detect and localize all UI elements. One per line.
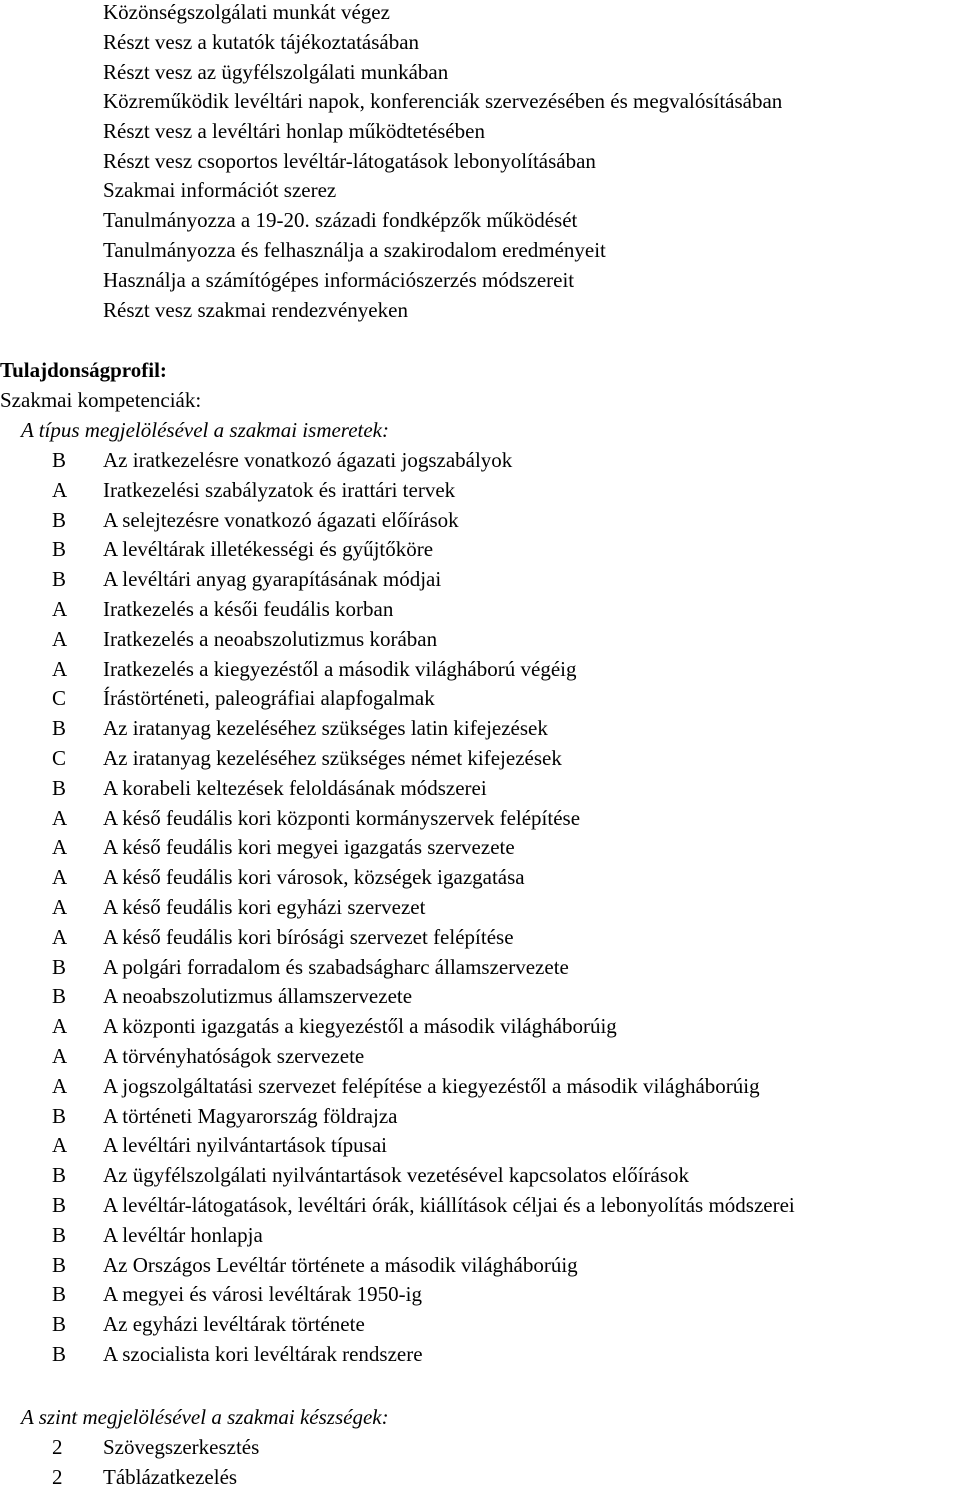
competencies-subheading: Szakmai kompetenciák: [0, 388, 202, 412]
task-line: Szakmai információt szerez [103, 178, 337, 202]
row-code: C [52, 746, 67, 770]
row-code: A [52, 1074, 68, 1098]
row-text: A levéltár-látogatások, levéltári órák, kiállítások céljai és a lebonyolítás módszerei [103, 1193, 795, 1217]
row-code: B [52, 567, 67, 591]
row-text: A korabeli keltezések feloldásának módszerei [103, 776, 487, 800]
row-text: Szövegszerkesztés [103, 1435, 260, 1459]
row-text: A polgári forradalom és szabadságharc államszervezete [103, 955, 569, 979]
row-text: Iratkezelés a késői feudális korban [103, 597, 394, 621]
task-line: Tanulmányozza a 19-20. századi fondképzők működését [103, 208, 578, 232]
row-text: A levéltári anyag gyarapításának módjai [103, 567, 442, 591]
row-text: Táblázatkezelés [103, 1465, 238, 1489]
row-text: A késő feudális kori városok, községek igazgatása [103, 865, 525, 889]
task-line: Használja a számítógépes információszerzés módszereit [103, 268, 575, 292]
task-line: Részt vesz a levéltári honlap működtetésében [103, 119, 485, 143]
task-line: Közreműködik levéltári napok, konferenciák szervezésében és megvalósításában [103, 89, 783, 113]
row-code: A [52, 597, 68, 621]
row-text: Az iratkezelésre vonatkozó ágazati jogszabályok [103, 448, 513, 472]
row-code: A [52, 865, 68, 889]
row-code: B [52, 448, 67, 472]
row-code: 2 [52, 1435, 63, 1459]
row-text: Az Országos Levéltár története a második világháborúig [103, 1253, 578, 1277]
row-code: A [52, 925, 68, 949]
row-text: Írástörténeti, paleográfiai alapfogalmak [103, 686, 435, 710]
row-code: B [52, 1163, 67, 1187]
row-code: A [52, 478, 68, 502]
row-text: A szocialista kori levéltárak rendszere [103, 1342, 423, 1366]
row-code: B [52, 1253, 67, 1277]
row-code: B [52, 716, 67, 740]
row-text: A levéltár honlapja [103, 1223, 263, 1247]
row-code: B [52, 1104, 67, 1128]
row-text: Iratkezelési szabályzatok és irattári tervek [103, 478, 456, 502]
row-text: Az egyházi levéltárak története [103, 1312, 365, 1336]
row-code: A [52, 657, 68, 681]
task-line: Tanulmányozza és felhasználja a szakirodalom eredményeit [103, 238, 606, 262]
row-text: A jogszolgáltatási szervezet felépítése a kiegyezéstől a második világháborúig [103, 1074, 760, 1098]
task-line: Közönségszolgálati munkát végez [103, 0, 390, 24]
row-text: Iratkezelés a kiegyezéstől a második világháború végéig [103, 657, 577, 681]
row-text: Az iratanyag kezeléséhez szükséges német kifejezések [103, 746, 562, 770]
row-text: Iratkezelés a neoabszolutizmus korában [103, 627, 438, 651]
row-code: A [52, 835, 68, 859]
row-code: A [52, 1044, 68, 1068]
row-code: B [52, 1342, 67, 1366]
row-code: A [52, 806, 68, 830]
row-text: A levéltárak illetékességi és gyűjtőköre [103, 537, 434, 561]
row-code: B [52, 1223, 67, 1247]
row-text: A levéltári nyilvántartások típusai [103, 1133, 388, 1157]
row-code: B [52, 984, 67, 1008]
row-code: A [52, 895, 68, 919]
row-code: B [52, 776, 67, 800]
knowledge-label: A típus megjelölésével a szakmai ismeretek: [21, 418, 389, 442]
row-code: B [52, 1312, 67, 1336]
row-text: A késő feudális kori megyei igazgatás szervezete [103, 835, 515, 859]
row-code: B [52, 955, 67, 979]
task-line: Részt vesz szakmai rendezvényeken [103, 298, 408, 322]
row-code: A [52, 1014, 68, 1038]
row-code: B [52, 1193, 67, 1217]
row-text: A törvényhatóságok szervezete [103, 1044, 365, 1068]
row-code: B [52, 537, 67, 561]
row-code: 2 [52, 1465, 63, 1489]
row-text: A történeti Magyarország földrajza [103, 1104, 398, 1128]
row-text: A selejtezésre vonatkozó ágazati előírások [103, 508, 459, 532]
task-line: Részt vesz csoportos levéltár-látogatások lebonyolításában [103, 149, 596, 173]
row-code: A [52, 627, 68, 651]
skills-label: A szint megjelölésével a szakmai készségek: [21, 1405, 389, 1429]
row-code: B [52, 508, 67, 532]
row-text: A késő feudális kori egyházi szervezet [103, 895, 426, 919]
task-line: Részt vesz az ügyfélszolgálati munkában [103, 60, 449, 84]
row-text: A késő feudális kori bírósági szervezet felépítése [103, 925, 514, 949]
row-code: B [52, 1282, 67, 1306]
profile-heading: Tulajdonságprofil: [0, 358, 167, 382]
task-line: Részt vesz a kutatók tájékoztatásában [103, 30, 420, 54]
row-text: A késő feudális kori központi kormányszervek felépítése [103, 806, 581, 830]
row-text: A központi igazgatás a kiegyezéstől a második világháborúig [103, 1014, 617, 1038]
row-text: Az iratanyag kezeléséhez szükséges latin kifejezések [103, 716, 548, 740]
row-text: A megyei és városi levéltárak 1950-ig [103, 1282, 422, 1306]
row-code: A [52, 1133, 68, 1157]
row-text: Az ügyfélszolgálati nyilvántartások vezetésével kapcsolatos előírások [103, 1163, 690, 1187]
row-code: C [52, 686, 67, 710]
row-text: A neoabszolutizmus államszervezete [103, 984, 413, 1008]
